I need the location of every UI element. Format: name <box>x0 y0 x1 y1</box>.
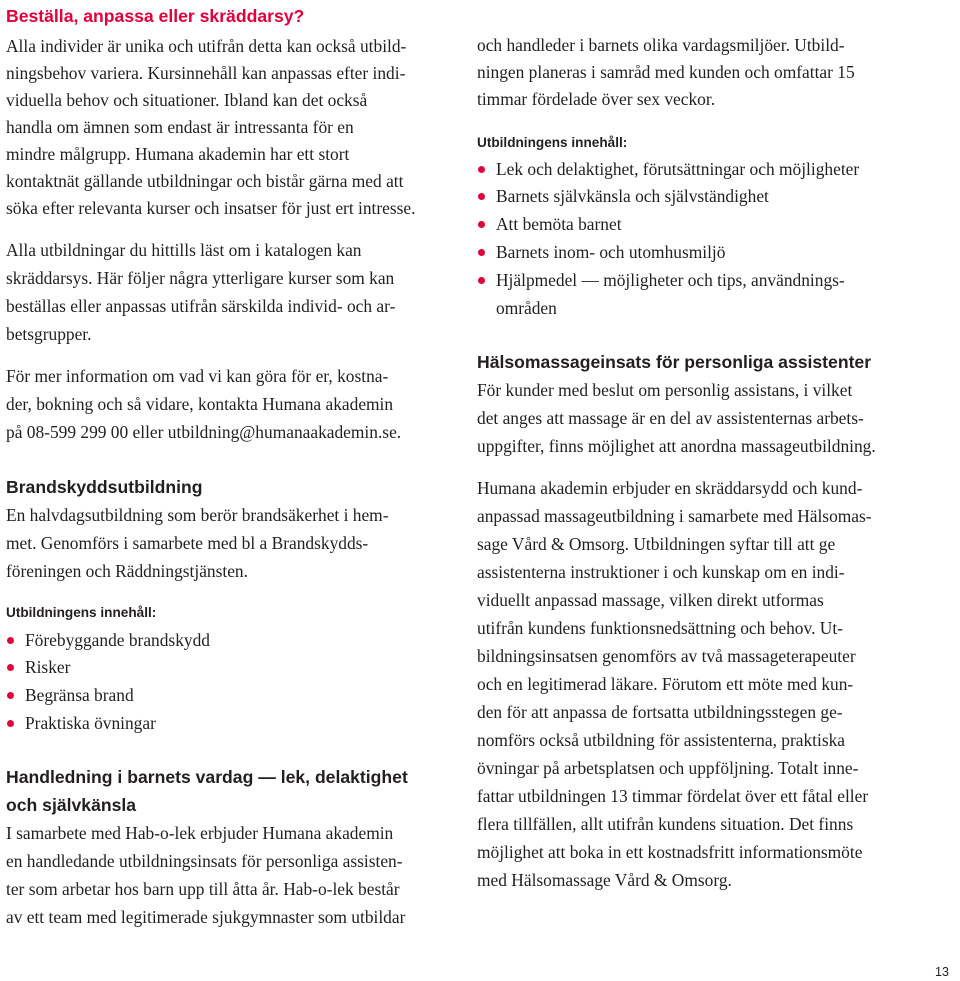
text-line: Humana akademin erbjuder en skräddarsydd och kund- <box>477 478 863 498</box>
text-line: uppgifter, finns möjlighet att anordna massageutbildning. <box>477 436 876 456</box>
text-line: ningsbehov variera. Kursinnehåll kan anpassas efter indi- <box>6 63 406 83</box>
bullet-item: Risker <box>6 657 70 677</box>
content-label: Utbildningens innehåll: <box>477 135 628 150</box>
bullet-item: Att bemöta barnet <box>477 214 622 234</box>
bullet-item: Barnets självkänsla och självständighet <box>477 186 769 206</box>
text-line: viduellt anpassad massage, vilken direkt utformas <box>477 590 824 610</box>
text-line: ter som arbetar hos barn upp till åtta år. Hab-o-lek består <box>6 879 400 899</box>
text-line: skräddarsys. Här följer några ytterligare kurser som kan <box>6 268 395 288</box>
text-line: flera tillfällen, allt utifrån kundens situation. Det finns <box>477 814 854 834</box>
bullet-item: Praktiska övningar <box>6 713 156 733</box>
text-line: mindre målgrupp. Humana akademin har ett stort <box>6 144 350 164</box>
text-line: söka efter relevanta kurser och insatser för just ert intresse. <box>6 198 416 218</box>
text-line: övningar på arbetsplatsen och uppföljning. Totalt inne- <box>477 758 859 778</box>
text-line: En halvdagsutbildning som berör brandsäkerhet i hem- <box>6 505 389 525</box>
section-heading: och självkänsla <box>6 795 137 815</box>
text-line: anpassad massageutbildning i samarbete med Hälsomas- <box>477 506 872 526</box>
page-heading: Beställa, anpassa eller skräddarsy? <box>6 6 305 26</box>
text-line: handla om ämnen som endast är intressanta för en <box>6 117 354 137</box>
text-line: Alla individer är unika och utifrån detta kan också utbild- <box>6 36 407 56</box>
text-line: betsgrupper. <box>6 324 92 344</box>
bullet-item: Barnets inom- och utomhusmiljö <box>477 242 725 262</box>
text-line: der, bokning och så vidare, kontakta Humana akademin <box>6 394 394 414</box>
text-line: ningen planeras i samråd med kunden och omfattar 15 <box>477 62 855 82</box>
text-line: sage Vård & Omsorg. Utbildningen syftar till att ge <box>477 534 836 554</box>
bullet-continuation: områden <box>496 298 557 318</box>
bullet-item: Förebyggande brandskydd <box>6 630 210 650</box>
text-line: timmar fördelade över sex veckor. <box>477 89 716 109</box>
text-line: För mer information om vad vi kan göra för er, kostna- <box>6 366 389 386</box>
text-line: viduella behov och situationer. Ibland kan det också <box>6 90 368 110</box>
bullet-item: Lek och delaktighet, förutsättningar och möjligheter <box>477 159 859 179</box>
text-line: bildningsinsatsen genomförs av två massageterapeuter <box>477 646 856 666</box>
text-line: assistenterna instruktioner i och kunskap om en indi- <box>477 562 845 582</box>
section-heading: Brandskyddsutbildning <box>6 477 203 497</box>
text-line: av ett team med legitimerade sjukgymnaster som utbildar <box>6 907 406 927</box>
text-line: fattar utbildningen 13 timmar fördelat över ett fåtal eller <box>477 786 869 806</box>
page-number: 13 <box>935 965 949 979</box>
text-line: det anges att massage är en del av assistenternas arbets- <box>477 408 864 428</box>
text-line: För kunder med beslut om personlig assistans, i vilket <box>477 380 853 400</box>
text-line: den för att anpassa de fortsatta utbildningsstegen ge- <box>477 702 843 722</box>
bullet-item: Hjälpmedel — möjligheter och tips, användnings- <box>477 270 845 290</box>
bullet-item: Begränsa brand <box>6 685 134 705</box>
text-line: och en legitimerad läkare. Förutom ett möte med kun- <box>477 674 854 694</box>
text-line: met. Genomförs i samarbete med bl a Brandskydds- <box>6 533 369 553</box>
text-line: beställas eller anpassas utifrån särskilda individ- och ar- <box>6 296 396 316</box>
content-label: Utbildningens innehåll: <box>6 605 157 620</box>
text-line: möjlighet att boka in ett kostnadsfritt informationsmöte <box>477 842 863 862</box>
text-line: på 08-599 299 00 eller utbildning@humanaakademin.se. <box>6 422 402 442</box>
text-line: nomförs också utbildning för assistenterna, praktiska <box>477 730 846 750</box>
text-line: en handledande utbildningsinsats för personliga assisten- <box>6 851 403 871</box>
text-line: kontaktnät gällande utbildningar och bistår gärna med att <box>6 171 404 191</box>
text-line: föreningen och Räddningstjänsten. <box>6 561 248 581</box>
section-heading: Hälsomassageinsats för personliga assistenter <box>477 352 872 372</box>
text-line: Alla utbildningar du hittills läst om i katalogen kan <box>6 240 362 260</box>
text-line: utifrån kundens funktionsnedsättning och behov. Ut- <box>477 618 843 638</box>
text-line: och handleder i barnets olika vardagsmiljöer. Utbild- <box>477 35 845 55</box>
section-heading: Handledning i barnets vardag — lek, delaktighet <box>6 767 408 787</box>
text-line: I samarbete med Hab-o-lek erbjuder Humana akademin <box>6 823 394 843</box>
text-line: med Hälsomassage Vård & Omsorg. <box>477 870 732 890</box>
